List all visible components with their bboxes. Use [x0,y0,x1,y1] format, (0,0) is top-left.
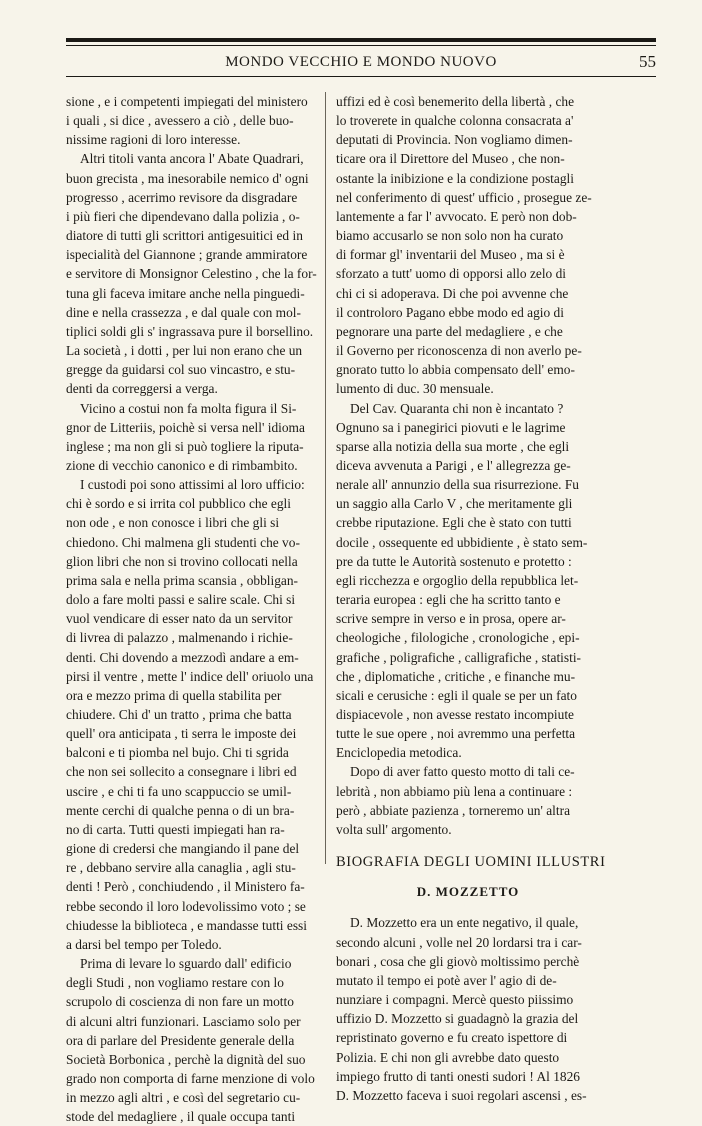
text-line: non ode , e non conosce i libri che gli si [66,515,280,531]
text-line: degli Studi , non vogliamo restare con lo [66,975,284,991]
text-line: Del Cav. Quaranta chi non è incantato ? [350,400,564,416]
text-line: dispiacevole , non avesse restato incompiute [336,707,574,722]
text-line: il Governo per riconoscenza di non averlo pe- [336,343,582,359]
text-line: diatore di tutti gli scrittori antigesuitici ed in [66,228,303,244]
text-line: a darsi bel tempo per Toledo. [66,936,222,952]
running-header-title: MONDO VECCHIO E MONDO NUOVO [225,54,497,70]
text-line: sione , e i competenti impiegati del ministero [66,94,308,109]
text-line: nissime ragioni di loro interesse. [66,132,241,148]
text-line: tutte le sue opere , noi avremmo una perfetta [336,726,576,742]
text-line: ispecialità del Giannone ; grande ammiratore [66,247,308,263]
text-line: secondo alcuni , volle nel 20 lordarsi tra i car- [336,934,582,950]
text-line: Altri titoli vanta ancora l' Abate Quadrari, [80,151,304,167]
text-line: di formar gl' inventarii del Museo , ma si è [336,247,565,263]
text-line: un saggio alla Carlo V , che meritamente gli [336,496,573,512]
text-line: repristinato governo e fu creato ispettore di [336,1030,568,1046]
text-line: stode del medagliere , il quale occupa tanti [66,1109,296,1125]
text-line: chiedono. Chi malmena gli studenti che vo- [66,534,300,550]
text-line: balconi e ti piomba nel bujo. Chi ti sgrida [66,745,289,761]
text-line: Società Borbonica , perchè la dignità del suo [66,1051,306,1067]
text-line: che , diplomatiche , critiche , e finanche mu- [336,668,576,684]
text-line: in mezzo agli altri , e così del segretario cu- [66,1090,301,1106]
text-line: diceva avvenuta a Parigi , e l' allegrezza ge- [336,457,571,473]
text-line: Ognuno sa i panegirici piovuti e le lagrime [336,419,566,435]
text-line: bonari , cosa che gli giovò moltissimo perchè [336,953,580,969]
text-line: sforzato a tutt' uomo di opporsi allo zelo di [336,266,567,282]
text-line: denti. Chi dovendo a mezzodì andare a em- [66,649,299,665]
text-line: re , debbano servire alla canaglia , agli stu- [66,860,296,876]
text-line: lumento di duc. 30 mensuale. [336,381,494,397]
text-line: però , abbiate pazienza , torneremo un' altra [336,802,571,818]
text-line: scrive sempre in verso e in prosa, opere ar- [336,611,566,627]
text-line: vuol vendicare di esser nato da un servitor [66,611,293,627]
text-line: scrupolo di coscienza di non fare un motto [66,994,294,1010]
text-line: volta sull' argomento. [336,821,452,837]
text-line: teraria europea : egli che ha scritto tanto e [336,592,561,608]
biography-subject: D. MOZZETTO [416,884,520,900]
text-line: cheologiche , filologiche , cronologiche , epi- [336,630,580,646]
right-column [336,92,606,1105]
text-line: pre da tutte le Autorità sostenuto e protetto : [336,553,572,569]
text-line: deputati di Provincia. Non vogliamo dimen- [336,132,573,148]
text-line: Polizia. E chi non gli avrebbe dato questo [336,1049,560,1065]
text-line: Dopo di aver fatto questo motto di tali ce- [350,764,575,780]
text-line: chi ci si adoperava. Di che poi avvenne che [336,285,569,301]
text-line: ora e mezzo prima di quella stabilita per [66,687,282,703]
text-line: di livrea di palazzo , malmenando i richie- [66,630,293,646]
text-line: e servitore di Monsignor Celestino , che la for- [66,266,317,282]
text-line: progresso , acerrimo revisore da disgradare [66,189,298,205]
text-line: D. Mozzetto faceva i suoi regolari ascensi , es- [336,1087,587,1103]
text-line: I custodi poi sono attissimi al loro ufficio: [80,477,305,493]
text-line: dolo a fare molti passi e salire scale. Chi si [66,592,296,608]
text-line: di alcuni altri funzionari. Lasciamo solo per [66,1013,301,1029]
text-line: i più fieri che dipendevano dalla polizia , o- [66,208,300,224]
text-line: ora di parlare del Presidente generale della [66,1032,295,1048]
text-line: lantemente a far l' avvocato. E però non dob- [336,208,577,224]
header-rule-thin-top [66,45,656,46]
text-line: buon grecista , ma inesorabile nemico d' ogni [66,170,309,186]
text-line: quell' ora anticipata , ti serra le imposte dei [66,726,297,742]
text-line: che non sei sollecito a consegnare i libri ed [66,764,297,780]
text-line: nunziare i compagni. Mercè questo piissimo [336,992,574,1008]
text-line: La società , i dotti , per lui non erano che un [66,343,303,359]
right-column-text [336,92,600,839]
text-line: gione di credersi che mangiando il pane del [66,841,300,857]
text-line: chiudere. Chi d' un tratto , prima che batta [66,707,292,722]
text-line: impiego frutto di tanti onesti sudori ! Al 1826 [336,1068,580,1084]
text-line: egli ricchezza e orgoglio della repubblica let- [336,572,579,588]
text-line: sicali e cerusiche : egli il quale se per un fato [336,687,577,703]
text-line: denti ! Però , conchiudendo , il Ministero fa- [66,879,305,895]
text-line: nel conferimento di quest' ufficio , prosegue ze- [336,189,592,205]
text-line: uffizio D. Mozzetto si guadagnò la grazia del [336,1011,579,1027]
text-line: chi è sordo e si irrita col pubblico che egli [66,496,291,512]
text-line: ostante la inibizione e la condizione postagli [336,170,574,186]
text-line: no di carta. Tutti questi impiegati han ra- [66,821,285,837]
text-line: lebrità , non abbiamo più lena a continuare : [336,783,573,799]
text-line: sparse alla notizia della sua morte , che egli [336,438,570,454]
text-line: zione di vecchio canonico e di rimbambito. [66,457,298,473]
text-line: mutato il tempo ei potè aver l' agio di de- [336,972,557,988]
text-line: mente cerchi di qualche penna o di un bra- [66,802,295,818]
text-line: docile , ossequente ed ubbidiente , è stato sem- [336,534,588,550]
text-line: chiudesse la biblioteca , e mandasse tutti essi [66,917,307,933]
text-line: inglese ; ma non gli si può togliere la riputa- [66,438,304,454]
header-rule-thin-bottom [66,76,656,77]
text-line: uscire , e chi ti fa uno scappuccio se umil- [66,783,292,799]
text-line: rebbe secondo il loro lodevolissimo voto ; se [66,898,306,914]
text-line: grafiche , poligrafiche , calligrafiche , statisti- [336,649,582,665]
text-line: prima sala e nella prima scansia , obbligan- [66,572,299,588]
text-line: nerale all' annunzio della sua risurrezione. Fu [336,477,579,493]
text-line: Enciclopedia metodica. [336,745,462,761]
text-line: glion libri che non si trovino collocati nella [66,553,298,569]
header-rule-thick [66,38,656,42]
text-line: grado non comporta di farne menzione di volo [66,1070,315,1086]
left-column [66,92,336,1126]
page-number: 55 [639,52,656,71]
text-line: gregge da guidarsi col suo vincastro, e stu- [66,362,296,378]
text-line: tuna gli faceva imitare anche nella pinguedi- [66,285,305,301]
text-line: il controloro Pagano ebbe modo ed agio di [336,304,564,320]
text-line: gnorato tutto lo abbia compensato dell' emo- [336,362,575,378]
text-line: crebbe riputazione. Egli che è stato con tutti [336,515,572,531]
text-line: pegnorare una parte del medagliere , e che [336,323,563,339]
text-line: uffizi ed è così benemerito della libertà , che [336,94,575,109]
biography-text [336,913,600,1105]
text-line: gnor de Litteriis, poichè si versa nell' idioma [66,419,305,435]
text-line: denti da correggersi a verga. [66,381,218,397]
text-line: i quali , si dice , avessero a ciò , delle buo- [66,113,294,129]
text-line: dine e nella crassezza , e dal quale con mol- [66,304,301,320]
text-line: lo troverete in qualche colonna consacrata a' [336,113,574,129]
text-line: D. Mozzetto era un ente negativo, il quale, [350,915,579,931]
text-line: ticare ora il Direttore del Museo , che non- [336,151,565,167]
text-line: pirsi il ventre , mette l' indice dell' oriuolo una [66,668,314,684]
text-line: tiplici soldi gli s' ingrassava pure il borsellino. [66,323,314,339]
text-line: Prima di levare lo sguardo dall' edificio [80,956,292,972]
text-line: biamo accusarlo se non solo non ha curato [336,228,564,244]
section-heading: BIOGRAFIA DEGLI UOMINI ILLUSTRI [336,854,606,871]
text-line: Vicino a costui non fa molta figura il Si- [80,400,297,416]
